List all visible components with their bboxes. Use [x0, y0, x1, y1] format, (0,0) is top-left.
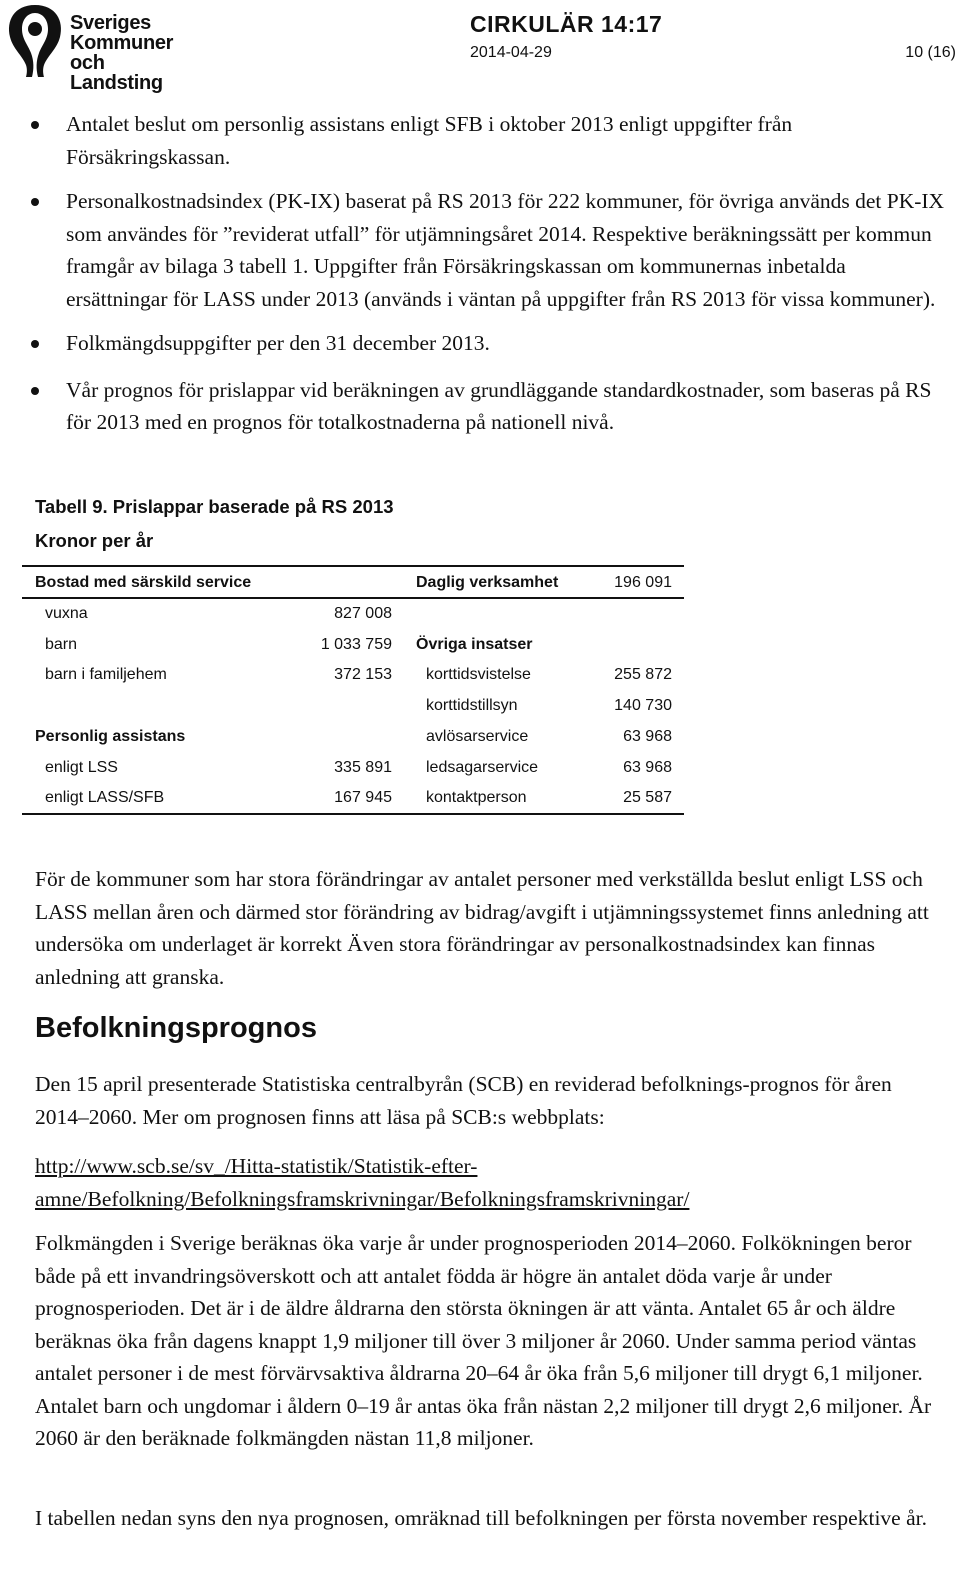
- table-cell-label: avlösarservice: [426, 728, 529, 745]
- table-row: [22, 753, 684, 783]
- table-cell-label: barn i familjehem: [45, 666, 167, 683]
- table-cell-value: 63 968: [623, 728, 672, 745]
- list-item: [25, 185, 945, 315]
- document-date: 2014-04-29: [470, 44, 552, 61]
- list-item: [25, 108, 945, 173]
- table-title: Tabell 9. Prislappar baserade på RS 2013: [35, 496, 394, 517]
- table-row: [22, 599, 684, 629]
- table-cell-value: 167 945: [334, 789, 392, 806]
- table-row: [22, 783, 684, 813]
- table-cell-label: Övriga insatser: [416, 636, 533, 653]
- table-cell-value: 196 091: [614, 574, 672, 591]
- table-cell-value: 255 872: [614, 666, 672, 683]
- table-cell-value: 140 730: [614, 697, 672, 714]
- table-cell-label: kontaktperson: [426, 789, 527, 806]
- table-cell-label: ledsagarservice: [426, 759, 539, 776]
- table-row: [22, 568, 684, 598]
- bullet-icon: [31, 198, 39, 206]
- bullet-icon: [31, 340, 39, 348]
- table-row: [22, 630, 684, 660]
- table-cell-label: Daglig verksamhet: [416, 574, 559, 591]
- table-cell-value: 25 587: [623, 789, 672, 806]
- list-item-text: Antalet beslut om personlig assistans enligt SFB i oktober 2013 enligt uppgifter från Försäkringskassan.: [66, 112, 793, 169]
- table-top-rule: [22, 565, 684, 567]
- bullet-list: [25, 108, 945, 451]
- paragraph-table-note: I tabellen nedan syns den nya prognosen, omräknad till befolkningen per första november respektive år.: [35, 1506, 927, 1530]
- paragraph-intro: Den 15 april presenterade Statistiska centralbyrån (SCB) en reviderad befolknings-prognos för åren 2014–2060. Mer om prognosen finns att läsa på SCB:s webbplats:: [35, 1072, 892, 1129]
- table-row: [22, 722, 684, 752]
- table-cell-label: Personlig assistans: [35, 728, 186, 745]
- table-header-rule: [22, 597, 684, 599]
- paragraph-forecast: Folkmängden i Sverige beräknas öka varje år under prognosperioden 2014–2060. Folkökningen beror både på ett invandringsöverskott och att antalet födda är högre än antalet döda varje år under prognosperioden. Det är i de äldre åldrarna den största ökningen är att vänta. Antalet 65 år och äldre beräknas öka från dagens knappt 1,9 miljoner till över 3 miljoner år 2060. Under samma period väntas antalet personer i de mest förvärvsaktiva åldrarna 20–64 år öka från 5,6 miljoner till drygt 6,1 miljoner. Antalet barn och ungdomar i åldern 0–19 år antas öka från nästan 2,2 miljoner till drygt 2,6 miljoner. År 2060 är den beräknade folkmängden nästan 11,8 miljoner.: [35, 1231, 932, 1450]
- section-heading: Befolkningsprognos: [35, 1012, 317, 1044]
- table-cell-value: 372 153: [334, 666, 392, 683]
- table-cell-label: enligt LSS: [45, 759, 118, 776]
- bullet-icon: [31, 387, 39, 395]
- document-type: CIRKULÄR 14:17: [470, 11, 663, 37]
- organization-logo: [4, 3, 194, 94]
- list-item: [25, 374, 945, 439]
- logo-line-1: Sveriges: [70, 12, 151, 34]
- table-cell-label: korttidstillsyn: [426, 697, 518, 714]
- list-item-text: Folkmängdsuppgifter per den 31 december 2013.: [66, 331, 490, 355]
- logo-emblem-icon: [4, 3, 66, 79]
- table-cell-value: 63 968: [623, 759, 672, 776]
- list-item-text: Vår prognos för prislappar vid beräkningen av grundläggande standardkostnader, som baseras på RS för 2013 med en prognos för totalkostnaderna på nationell nivå.: [66, 377, 932, 434]
- scb-link[interactable]: http://www.scb.se/sv_/Hitta-statistik/Statistik-efter-amne/Befolkning/Befolkningsframskrivningar/Befolkningsframskrivningar/: [35, 1154, 690, 1211]
- table-cell-value: 335 891: [334, 759, 392, 776]
- list-item-text: Personalkostnadsindex (PK-IX) baserat på RS 2013 för 222 kommuner, för övriga används det PK-IX som användes för ”reviderat utfall” för utjämningsåret 2014. Respektive beräkningssätt per kommun framgår av bilaga 3 tabell 1. Uppgifter från Försäkringskassan om kommunernas inbetalda ersättningar för LASS under 2013 (används i väntan på uppgifter från RS 2013 för vissa kommuner).: [66, 189, 945, 311]
- page-number: 10 (16): [905, 44, 956, 61]
- table-cell-label: vuxna: [45, 605, 88, 622]
- table-subtitle: Kronor per år: [35, 530, 154, 551]
- table-cell-label: barn: [45, 636, 78, 653]
- table-cell-value: 1 033 759: [320, 636, 392, 653]
- table-cell-value: 827 008: [334, 605, 392, 622]
- table-row: [22, 660, 684, 690]
- table-bottom-rule: [22, 813, 684, 815]
- logo-line-3: och Landsting: [70, 52, 163, 94]
- list-item: [25, 327, 945, 360]
- bullet-icon: [31, 121, 39, 129]
- table-cell-label: Bostad med särskild service: [35, 574, 252, 591]
- table-cell-label: korttidsvistelse: [426, 666, 531, 683]
- table-cell-label: enligt LASS/SFB: [45, 789, 165, 806]
- scb-link-paragraph: [35, 1150, 945, 1215]
- table-row: [22, 691, 684, 721]
- paragraph-review: För de kommuner som har stora förändringar av antalet personer med verkställda beslut enligt LSS och LASS mellan åren och därmed stor förändring av bidrag/avgift i utjämningssystemet finns anledning att undersöka om underlaget är korrekt Även stora förändringar av personalkostnadsindex kan finnas anledning att granska.: [35, 867, 929, 989]
- logo-line-2: Kommuner: [70, 32, 174, 54]
